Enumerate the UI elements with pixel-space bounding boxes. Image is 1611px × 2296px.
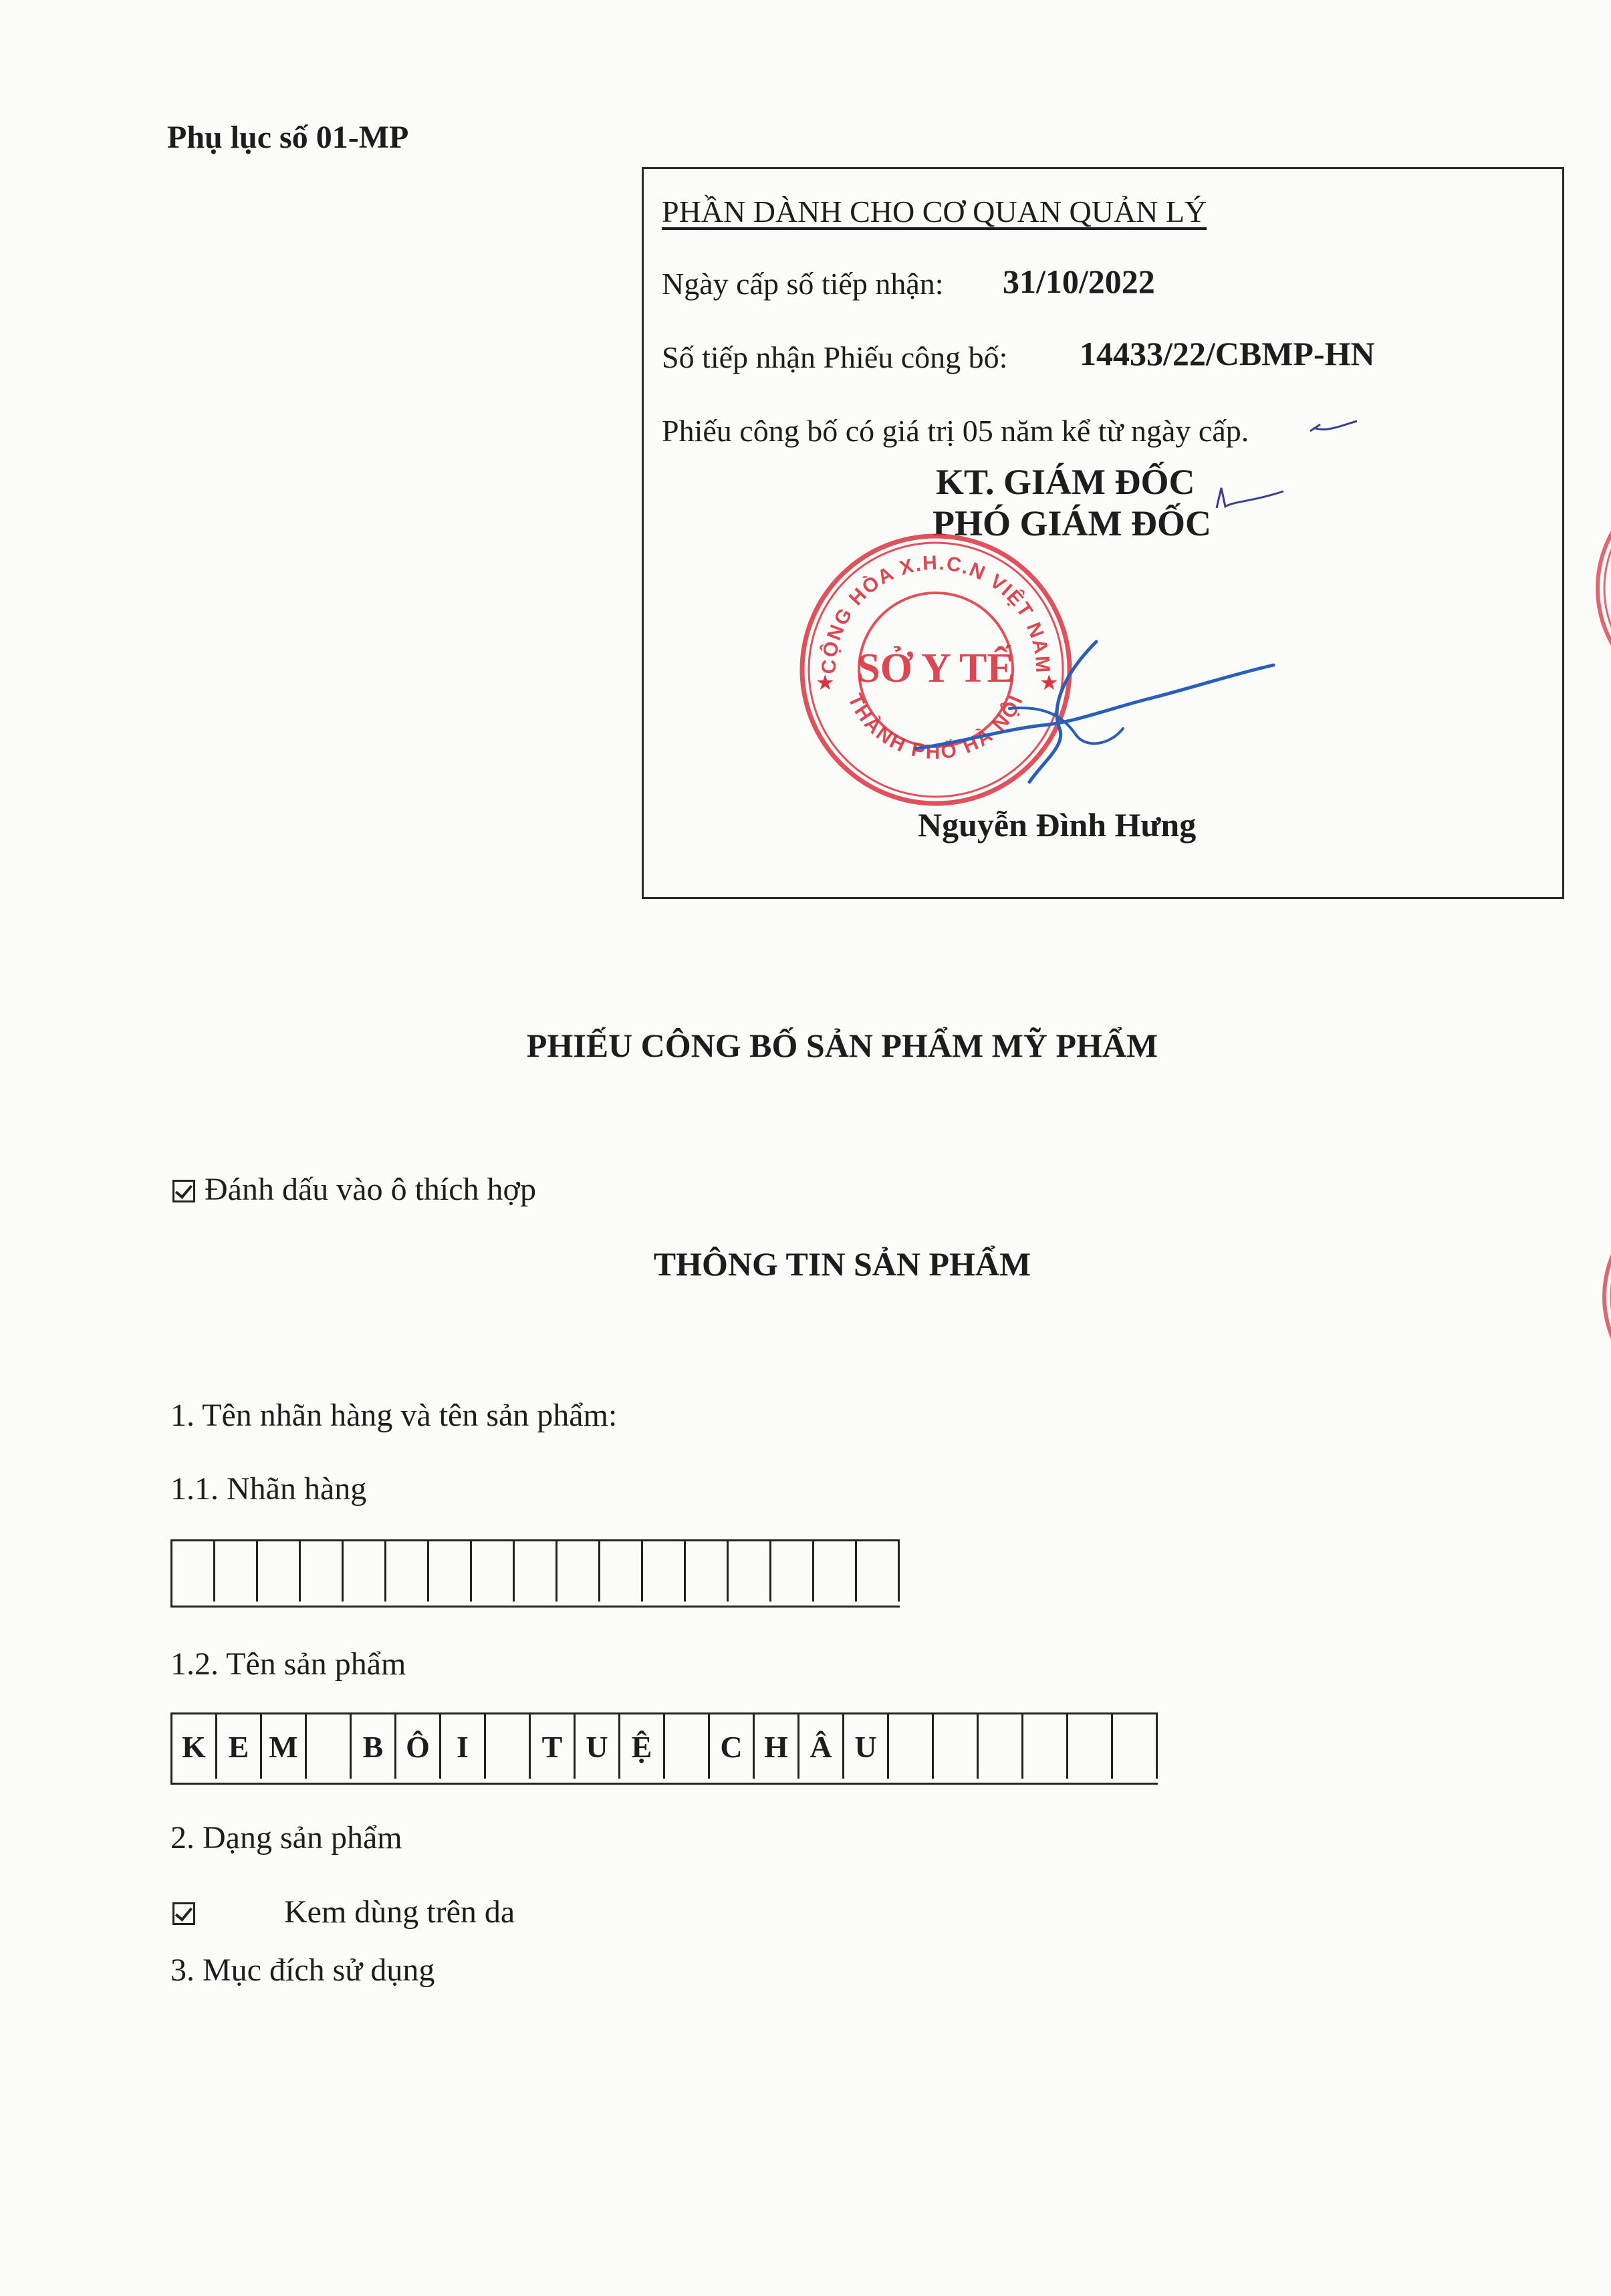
letter-cell	[889, 1714, 934, 1779]
letter-cell: E	[217, 1714, 262, 1779]
letter-cell: T	[531, 1714, 576, 1779]
star-icon: ★	[816, 670, 835, 695]
star-icon: ★	[1039, 670, 1059, 695]
issue-date-label: Ngày cấp số tiếp nhận:	[662, 267, 944, 301]
kt-director-title: KT. GIÁM ĐỐC	[936, 462, 1195, 502]
letter-cell: U	[844, 1714, 889, 1779]
letter-cell	[643, 1541, 686, 1602]
question-3-label: 3. Mục đích sử dụng	[170, 1952, 435, 1988]
letter-cell	[1068, 1714, 1113, 1779]
checked-box-icon	[172, 1180, 195, 1202]
letter-cell	[1113, 1714, 1158, 1779]
validity-note: Phiếu công bố có giá trị 05 năm kể từ ngày cấp.	[662, 414, 1249, 448]
product-form-checkbox	[172, 1894, 205, 1930]
product-letter-grid	[170, 1712, 1158, 1785]
receipt-number-label: Số tiếp nhận Phiếu công bố:	[662, 340, 1008, 374]
letter-cell	[386, 1541, 429, 1602]
document-title: PHIẾU CÔNG BỐ SẢN PHẨM MỸ PHẨM	[526, 1027, 1158, 1064]
receipt-number-value: 14433/22/CBMP-HN	[1080, 335, 1375, 372]
letter-cell	[979, 1714, 1023, 1779]
question-2-label: 2. Dạng sản phẩm	[170, 1820, 402, 1856]
stamp-top-text: CỘNG HÒA X.H.C.N VIỆT NAM	[818, 551, 1054, 674]
letter-cell: I	[441, 1714, 486, 1779]
check-instruction-text: Đánh dấu vào ô thích hợp	[205, 1172, 536, 1207]
letter-cell	[686, 1541, 729, 1602]
section-title: THÔNG TIN SẢN PHẨM	[653, 1245, 1031, 1283]
question-1-2-label: 1.2. Tên sản phẩm	[170, 1646, 406, 1682]
letter-cell: Ệ	[620, 1714, 665, 1779]
letter-cell	[600, 1541, 643, 1602]
stamp-bottom-text: THÀNH PHỐ HÀ NỘI	[844, 690, 1028, 764]
signer-name: Nguyễn Đình Hưng	[918, 806, 1197, 844]
letter-cell: Â	[799, 1714, 844, 1779]
checked-box-icon	[172, 1902, 195, 1925]
letter-cell	[665, 1714, 710, 1779]
letter-cell	[258, 1541, 301, 1602]
letter-cell	[729, 1541, 771, 1602]
partial-stamp-edge	[1578, 468, 1611, 709]
letter-cell	[301, 1541, 344, 1602]
letter-cell	[557, 1541, 600, 1602]
letter-cell	[215, 1541, 258, 1602]
deputy-director-title: PHÓ GIÁM ĐỐC	[933, 503, 1211, 543]
issue-date-value: 31/10/2022	[1003, 263, 1155, 300]
initial-mark	[1213, 481, 1287, 515]
question-1-label: 1. Tên nhãn hàng và tên sản phẩm:	[170, 1398, 618, 1433]
letter-cell	[771, 1541, 814, 1602]
letter-cell	[1023, 1714, 1068, 1779]
initial-mark	[1307, 418, 1360, 438]
letter-cell	[472, 1541, 515, 1602]
letter-cell	[344, 1541, 386, 1602]
letter-cell	[172, 1541, 215, 1602]
letter-cell: Ô	[396, 1714, 441, 1779]
letter-cell	[486, 1714, 531, 1779]
appendix-label: Phụ lục số 01-MP	[167, 120, 409, 155]
product-form-option: Kem dùng trên da	[284, 1894, 515, 1930]
letter-cell: U	[576, 1714, 620, 1779]
letter-cell	[515, 1541, 557, 1602]
stamp-center-text: SỞ Y TẾ	[857, 646, 1015, 691]
management-heading: PHẦN DÀNH CHO CƠ QUAN QUẢN LÝ	[662, 195, 1207, 229]
question-1-1-label: 1.1. Nhãn hàng	[170, 1471, 367, 1507]
letter-cell	[814, 1541, 857, 1602]
letter-cell: H	[755, 1714, 799, 1779]
partial-stamp-edge	[1584, 1203, 1611, 1390]
letter-cell: M	[262, 1714, 307, 1779]
letter-cell	[429, 1541, 472, 1602]
letter-cell: K	[172, 1714, 217, 1779]
signature-mark	[909, 628, 1283, 789]
check-instruction	[172, 1171, 536, 1208]
letter-cell	[307, 1714, 352, 1779]
brand-letter-grid	[170, 1539, 900, 1608]
letter-cell: C	[710, 1714, 755, 1779]
letter-cell	[857, 1541, 900, 1602]
letter-cell	[934, 1714, 979, 1779]
letter-cell: B	[352, 1714, 396, 1779]
